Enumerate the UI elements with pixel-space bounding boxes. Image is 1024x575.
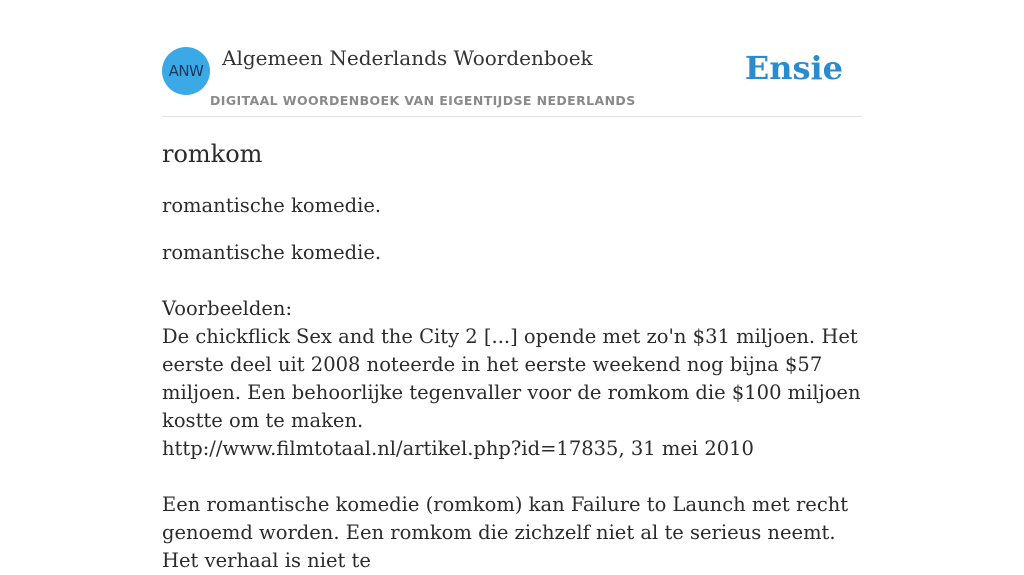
example-quote: De chickflick Sex and the City 2 [...] opende met zo'n $31 miljoen. Het eerste deel uit 2008 noteerde in het eerste weekend nog bijna $57 miljoen. Een behoorlijke tegenvaller voor de romkom die $100 miljoen kostte om te maken. <box>162 325 861 432</box>
spacer <box>162 463 866 491</box>
source-subtitle: DIGITAAL WOORDENBOEK VAN EIGENTIJDSE NEDERLANDS <box>210 93 636 108</box>
examples-label: Voorbeelden: <box>162 297 293 320</box>
short-definition: romantische komedie. <box>162 194 382 217</box>
example-quote: Een romantische komedie (romkom) kan Failure to Launch met recht genoemd worden. Een romkom die zichzelf niet al te serieus neemt. Het verhaal is niet te <box>162 493 849 572</box>
spacer <box>162 267 866 295</box>
entry-body <box>162 239 866 575</box>
definition-text: romantische komedie. <box>162 241 382 264</box>
entry-word: romkom <box>162 140 263 168</box>
source-title[interactable]: Algemeen Nederlands Woordenboek <box>222 46 593 70</box>
page-header <box>162 0 862 117</box>
example-source: http://www.filmtotaal.nl/artikel.php?id=17835, 31 mei 2010 <box>162 437 754 460</box>
logo-text: ANW <box>168 62 204 80</box>
anw-logo[interactable] <box>162 47 210 95</box>
ensie-logo[interactable]: Ensie <box>744 49 843 87</box>
